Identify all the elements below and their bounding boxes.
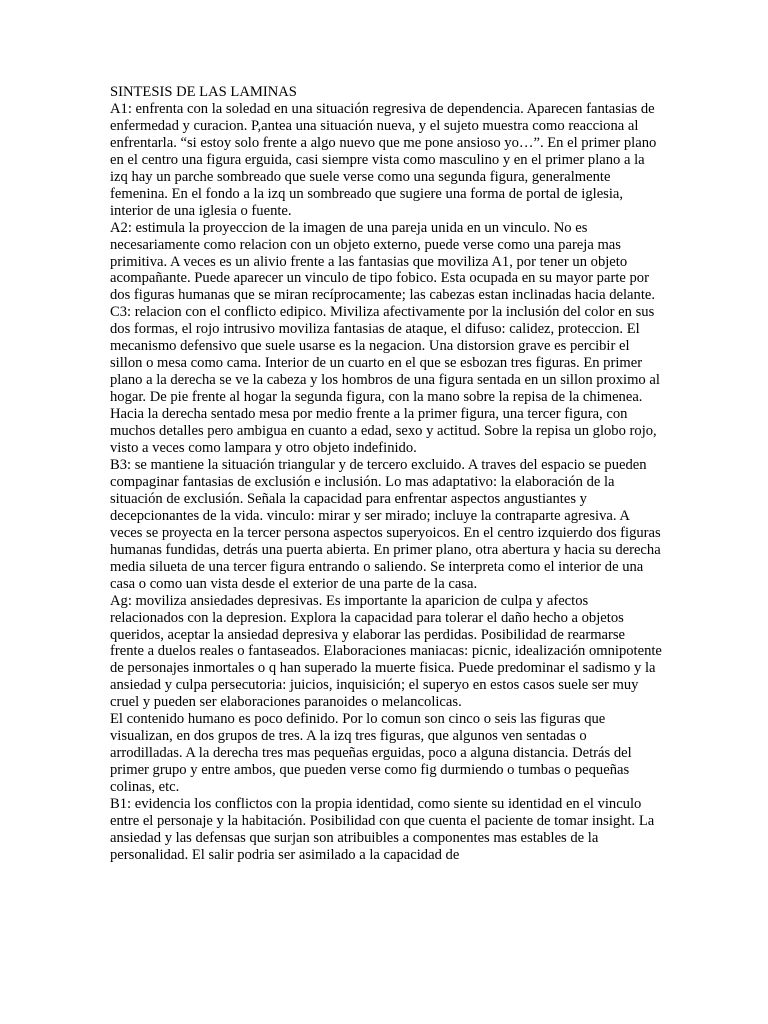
paragraph-b1: B1: evidencia los conflictos con la propia identidad, como siente su identidad en el vinculo entre el personaje y la habitación. Posibilidad con que cuenta el paciente de tomar insight. La ansiedad y las defensas que surjan son atribuibles a componentes mas estables de la personalidad. El salir podria ser asimilado a la capacidad de [110, 796, 655, 863]
document-body [110, 84, 662, 864]
paragraph-ag: Ag: moviliza ansiedades depresivas. Es importante la aparicion de culpa y afectos relacionados con la depresion. Explora la capacidad para tolerar el daño hecho a objetos queridos, aceptar la ansiedad depresiva y elaborar las perdidas. Posibilidad de rearmarse frente a duelos reales o fantaseados. Elaboraciones maniacas: picnic, idealización omnipotente de personajes inmortales o q han superado la muerte fisica. Puede predominar el sadismo y la ansiedad y culpa persecutoria: juicios, inquisición; el superyo en estos casos suele ser muy cruel y pueden ser elaboraciones paranoides o melancolicas. [110, 592, 662, 711]
paragraph-human-content: El contenido humano es poco definido. Por lo comun son cinco o seis las figuras que visualizan, en dos grupos de tres. A la izq tres figuras, que algunos ven sentadas o arrodilladas. A la derecha tres mas pequeñas erguidas, poco a alguna distancia. Detrás del primer grupo y entre ambos, que pueden verse como fig durmiendo o tumbas o pequeñas colinas, etc. [110, 711, 632, 796]
document-title: SINTESIS DE LAS LAMINAS [110, 84, 297, 100]
paragraph-c3: C3: relacion con el conflicto edipico. Miviliza afectivamente por la inclusión del color en sus dos formas, el rojo intrusivo moviliza fantasias de ataque, el difuso: calidez, proteccion. El mecanismo defensivo que suele usarse es la negacion. Una distorsion grave es percibir el sillon o mesa como cama. Interior de un cuarto en el que se esbozan tres figuras. En primer plano a la derecha se ve la cabeza y los hombros de una figura sentada en un sillon proximo al hogar. De pie frente al hogar la segunda figura, con la mano sobre la repisa de la chimenea. Hacia la derecha sentado mesa por medio frente a la primer figura, una tercer figura, con muchos detalles pero ambigua en cuanto a edad, sexo y actitud. Sobre la repisa un globo rojo, visto a veces como lampara y otro objeto indefinido. [110, 304, 660, 457]
paragraph-b3: B3: se mantiene la situación triangular y de tercero excluido. A traves del espacio se pueden compaginar fantasias de exclusión e inclusión. Lo mas adaptativo: la elaboración de la situación de exclusión. Señala la capacidad para enfrentar aspectos angustiantes y decepcionantes de la vida. vinculo: mirar y ser mirado; incluye la contraparte agresiva. A veces se proyecta en la tercer persona aspectos superyoicos. En el centro izquierdo dos figuras humanas fundidas, detrás una puerta abierta. En primer plano, otra abertura y hacia su derecha media silueta de una tercer figura entrando o saliendo. Se interpreta como el interior de una casa o como uan vista desde el exterior de una parte de la casa. [110, 456, 661, 592]
paragraph-a1: A1: enfrenta con la soledad en una situación regresiva de dependencia. Aparecen fantasias de enfermedad y curacion. P,antea una situación nueva, y el sujeto muestra como reacciona al enfrentarla. “si estoy solo frente a algo nuevo que me pone ansioso yo…”. En el primer plano en el centro una figura erguida, casi siempre vista como masculino y en el primer plano a la izq hay un parche sombreado que suele verse como una segunda figura, generalmente femenina. En el fondo a la izq un sombreado que sugiere una forma de portal de iglesia, interior de una iglesia o fuente. [110, 100, 657, 219]
paragraph-a2: A2: estimula la proyeccion de la imagen de una pareja unida en un vinculo. No es necesariamente como relacion con un objeto externo, puede verse como una pareja mas primitiva. A veces es un alivio frente a las fantasias que moviliza A1, por tener un objeto acompañante. Puede aparecer un vinculo de tipo fobico. Esta ocupada en su mayor parte por dos figuras humanas que se miran recíprocamente; las cabezas estan inclinadas hacia delante. [110, 219, 656, 304]
